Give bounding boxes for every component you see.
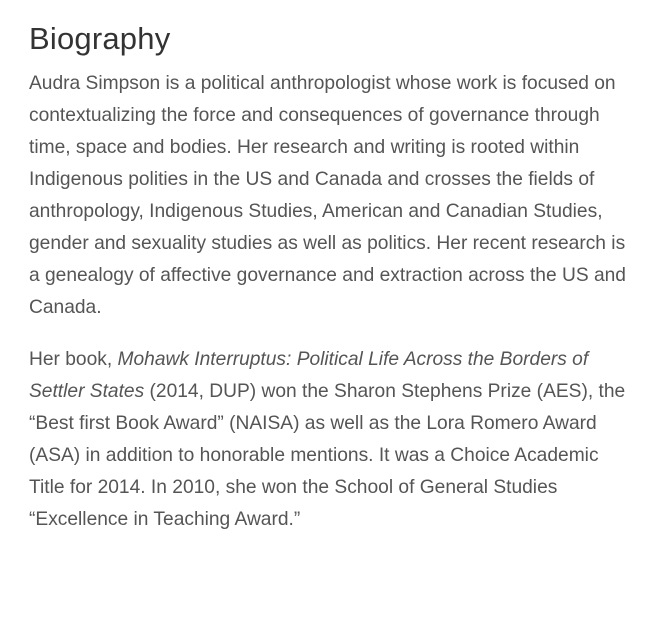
biography-paragraph-book: [29, 344, 629, 536]
biography-heading: Biography: [29, 21, 171, 56]
biography-paragraph-research: Audra Simpson is a political anthropologist whose work is focused on contextualizing the force and consequences of governance through time, space and bodies. Her research and writing is rooted within Indigenous polities in the US and Canada and crosses the fields of anthropology, Indigenous Studies, American and Canadian Studies, gender and sexuality studies as well as politics. Her recent research is a genealogy of affective governance and extraction across the US and Canada.: [29, 73, 626, 318]
book-awards-text: (2014, DUP) won the Sharon Stephens Prize (AES), the “Best first Book Award” (NAISA) as well as the Lora Romero Award (ASA) in addition to honorable mentions. It was a Choice Academic Title for 2014. In 2010, she won the School of General Studies “Excellence in Teaching Award.”: [29, 381, 626, 530]
biography-section: [29, 18, 629, 536]
book-title: Mohawk Interruptus: Political Life Across the Borders of Settler States: [29, 349, 589, 402]
book-intro-text: Her book,: [29, 349, 118, 370]
